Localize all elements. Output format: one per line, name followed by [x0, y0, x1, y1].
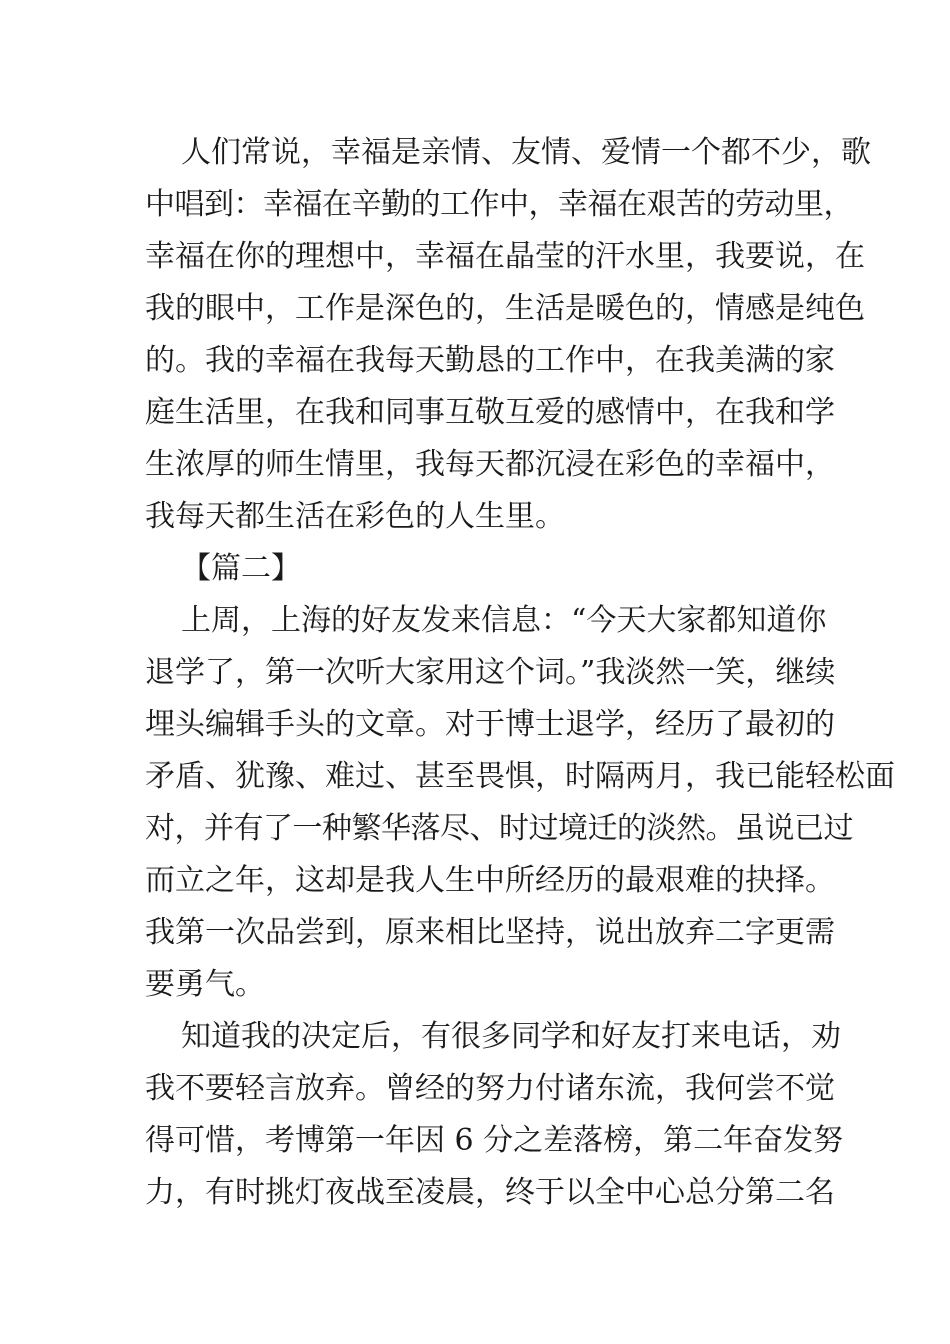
paragraph-line: 要勇气。: [145, 967, 265, 1002]
paragraph-line: 矛盾、犹豫、难过、甚至畏惧，时隔两月，我已能轻松面: [145, 759, 895, 794]
paragraph-line: 得可惜，考博第一年因 6 分之差落榜，第二年奋发努: [145, 1123, 844, 1158]
paragraph-1: [145, 127, 871, 543]
paragraph-line: 庭生活里，在我和同事互敬互爱的感情中，在我和学: [145, 395, 835, 430]
paragraph-line: 埋头编辑手头的文章。对于博士退学，经历了最初的: [145, 707, 835, 742]
paragraph-line: 人们常说，幸福是亲情、友情、爱情一个都不少，歌: [181, 135, 871, 170]
paragraph-line: 我第一次品尝到，原来相比坚持，说出放弃二字更需: [145, 915, 835, 950]
document-body: [145, 127, 895, 1219]
paragraph-line: 知道我的决定后，有很多同学和好友打来电话，劝: [181, 1019, 841, 1054]
paragraph-line: 我的眼中，工作是深色的，生活是暖色的，情感是纯色: [145, 291, 865, 326]
paragraph-line: 对，并有了一种繁华落尽、时过境迁的淡然。虽说已过: [145, 811, 853, 846]
paragraph-line: 我每天都生活在彩色的人生里。: [145, 499, 565, 534]
paragraph-3: [145, 1011, 844, 1219]
paragraph-line: 力，有时挑灯夜战至凌晨，终于以全中心总分第二名: [145, 1175, 835, 1210]
paragraph-line: 我不要轻言放弃。曾经的努力付诸东流，我何尝不觉: [145, 1071, 835, 1106]
paragraph-line: 退学了，第一次听大家用这个词。”我淡然一笑，继续: [145, 655, 836, 690]
paragraph-line: 的。我的幸福在我每天勤恳的工作中，在我美满的家: [145, 343, 835, 378]
paragraph-2: [145, 595, 895, 1011]
paragraph-line: 幸福在你的理想中，幸福在晶莹的汗水里，我要说，在: [145, 239, 865, 274]
paragraph-line: 而立之年，这却是我人生中所经历的最艰难的抉择。: [145, 863, 835, 898]
paragraph-line: 上周，上海的好友发来信息：“今天大家都知道你: [181, 603, 827, 638]
paragraph-line: 中唱到：幸福在辛勤的工作中，幸福在艰苦的劳动里，: [145, 187, 853, 222]
section-heading: 【篇二】: [181, 551, 301, 586]
paragraph-line: 生浓厚的师生情里，我每天都沉浸在彩色的幸福中，: [145, 447, 835, 482]
